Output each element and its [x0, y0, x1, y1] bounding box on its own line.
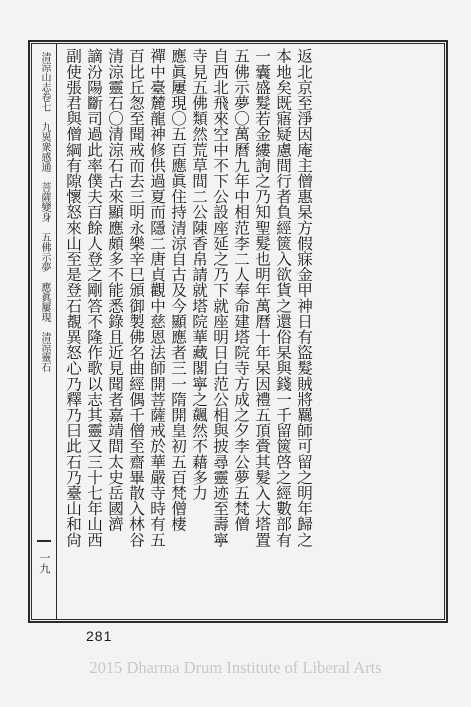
text-column: 清涼靈石〇清涼石古來顯應頗多不能悉錄且近見聞者嘉靖間太史岳國濟: [106, 48, 124, 532]
page-number: 281: [86, 628, 113, 644]
text-column: 返北京至淨因庵主僧惠杲方假寐金甲神日有盜髮賊將羈師可留之明年歸之: [295, 48, 313, 548]
text-column: 禪中臺麓龍神修供過夏而隱二唐貞觀中慈恩法師開菩薩戒於華嚴寺時有五: [148, 48, 166, 548]
text-column: 一囊盛髮若金縷詢之乃知聖髮也明年萬曆十年杲因禮五頂賫其髮入大塔置: [253, 48, 271, 548]
text-column: 本地矣既寤疑慮間行者負經篋入欲貨之還俗杲與錢一千留篋啓之經數部有: [274, 48, 292, 548]
watermark: 2015 Dharma Drum Institute of Liberal Arts: [89, 658, 382, 677]
text-column: 寺見五佛類然荒草間二公陳香帛請就塔院華藏閣寧之飆然不藉多力: [190, 48, 208, 501]
text-column: 謫汾陽斷司過此率僕夫百餘人登之剛答不隆作歌以志其靈又三十七年山西: [85, 48, 103, 548]
running-header: 清涼山志卷七 九異衆感通 菩薩變身 五佛示夢 應眞屢現 清涼靈石: [39, 52, 50, 372]
text-column: 百比丘怱至聞戒而去三明永樂辛巳頒御製佛名曲經偶千僧至齋畢散入林谷: [127, 48, 145, 548]
text-column: 自西北飛來空中不下公設座延之乃下就座明日白范公相與披尋靈迹至壽寧: [211, 48, 229, 548]
text-column: 副使張君與僧綱有隙懷怒來山至是登石覩異怒心乃釋乃曰此石乃臺山和尙: [64, 48, 82, 548]
folio-number: 一九: [38, 552, 51, 574]
text-column: 五佛示夢〇萬曆九年中相范李二人奉命建塔院寺方成之夕李公夢五梵僧: [232, 48, 250, 532]
text-column: 應眞屢現〇五百應眞住持清涼自古及今顯應者三一隋開皇初五百梵僧棲: [169, 48, 187, 532]
main-text-block: [62, 48, 440, 616]
folio-rule: [37, 540, 51, 542]
vertical-text-columns: [62, 48, 314, 616]
